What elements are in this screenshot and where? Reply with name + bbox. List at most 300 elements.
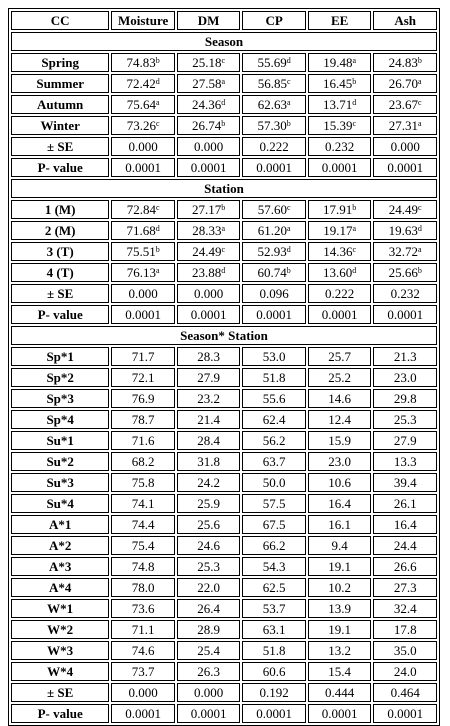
data-cell bbox=[373, 410, 437, 429]
cell-value: 16.1 bbox=[328, 516, 352, 532]
cell-value: 53.7 bbox=[262, 600, 286, 616]
cell-value: 0.222 bbox=[325, 285, 355, 301]
table-body bbox=[11, 32, 437, 723]
data-cell bbox=[177, 494, 241, 513]
data-cell bbox=[242, 95, 306, 114]
cell-value: 10.2 bbox=[328, 579, 352, 595]
data-cell bbox=[177, 389, 241, 408]
data-cell bbox=[111, 116, 175, 135]
cell-value: 73.7 bbox=[131, 663, 155, 679]
data-cell bbox=[111, 536, 175, 555]
cell-value: 13.9 bbox=[328, 600, 352, 616]
cell-value: 14.6 bbox=[328, 390, 352, 406]
significance-superscript: d bbox=[286, 244, 291, 254]
data-cell bbox=[308, 641, 372, 660]
table-row bbox=[11, 200, 437, 219]
data-cell bbox=[242, 347, 306, 366]
cell-value: 0.232 bbox=[325, 138, 355, 154]
data-cell bbox=[373, 263, 437, 282]
cell-value: 0.232 bbox=[390, 285, 420, 301]
col-header-dm: DM bbox=[177, 11, 241, 30]
section-header-row bbox=[11, 179, 437, 198]
significance-superscript: a bbox=[418, 244, 422, 254]
table-row bbox=[11, 473, 437, 492]
significance-superscript: b bbox=[417, 265, 422, 275]
data-cell bbox=[111, 53, 175, 72]
data-cell bbox=[111, 242, 175, 261]
data-cell bbox=[242, 368, 306, 387]
data-cell bbox=[242, 305, 306, 324]
cell-value: 19.1 bbox=[328, 558, 352, 574]
row-label: 1 (M) bbox=[11, 200, 109, 219]
row-label: Sp*4 bbox=[11, 410, 109, 429]
significance-superscript: a bbox=[221, 223, 226, 233]
data-cell bbox=[111, 515, 175, 534]
cell-value: 25.9 bbox=[197, 495, 220, 511]
col-header-cc: CC bbox=[11, 11, 109, 30]
cell-value: 24.49 bbox=[192, 243, 222, 259]
row-label: A*3 bbox=[11, 557, 109, 576]
data-cell bbox=[373, 242, 437, 261]
data-cell bbox=[242, 452, 306, 471]
data-cell bbox=[242, 431, 306, 450]
row-label: Spring bbox=[11, 53, 109, 72]
data-cell bbox=[111, 641, 175, 660]
cell-value: 75.51 bbox=[126, 243, 156, 259]
cell-value: 75.8 bbox=[131, 474, 155, 490]
data-cell bbox=[373, 200, 437, 219]
row-label: ± SE bbox=[11, 284, 109, 303]
cell-value: 0.000 bbox=[390, 138, 420, 154]
cell-value: 28.9 bbox=[197, 621, 220, 637]
data-cell bbox=[111, 95, 175, 114]
composition-table bbox=[8, 8, 440, 726]
cell-value: 23.2 bbox=[197, 390, 220, 406]
section-title: Season bbox=[11, 32, 437, 51]
cell-value: 10.6 bbox=[328, 474, 352, 490]
cell-value: 74.6 bbox=[131, 642, 155, 658]
data-cell bbox=[242, 704, 306, 723]
cell-value: 60.74 bbox=[257, 264, 287, 280]
significance-superscript: c bbox=[155, 202, 160, 212]
row-label: Su*2 bbox=[11, 452, 109, 471]
table-row bbox=[11, 116, 437, 135]
cell-value: 0.444 bbox=[325, 684, 355, 700]
data-cell bbox=[373, 473, 437, 492]
data-cell bbox=[308, 263, 372, 282]
data-cell bbox=[242, 494, 306, 513]
data-cell bbox=[111, 599, 175, 618]
table-row bbox=[11, 536, 437, 555]
data-cell bbox=[308, 284, 372, 303]
cell-value: 17.91 bbox=[323, 201, 353, 217]
data-cell bbox=[111, 221, 175, 240]
data-cell bbox=[242, 620, 306, 639]
cell-value: 27.3 bbox=[393, 579, 417, 595]
cell-value: 61.20 bbox=[257, 222, 287, 238]
cell-value: 0.0001 bbox=[190, 306, 227, 322]
significance-superscript: d bbox=[155, 76, 160, 86]
significance-superscript: b bbox=[352, 202, 357, 212]
cell-value: 23.88 bbox=[192, 264, 222, 280]
table-row bbox=[11, 578, 437, 597]
row-label: Autumn bbox=[11, 95, 109, 114]
significance-superscript: d bbox=[352, 265, 357, 275]
data-cell bbox=[111, 137, 175, 156]
data-cell bbox=[177, 431, 241, 450]
cell-value: 26.70 bbox=[388, 75, 419, 91]
row-label: ± SE bbox=[11, 683, 109, 702]
significance-superscript: a bbox=[418, 118, 422, 128]
cell-value: 54.3 bbox=[262, 558, 286, 574]
data-cell bbox=[177, 53, 241, 72]
cell-value: 0.000 bbox=[194, 285, 224, 301]
cell-value: 17.8 bbox=[393, 621, 417, 637]
cell-value: 56.2 bbox=[262, 432, 286, 448]
significance-superscript: d bbox=[417, 223, 422, 233]
cell-value: 15.39 bbox=[323, 117, 353, 133]
data-cell bbox=[111, 263, 175, 282]
cell-value: 53.0 bbox=[262, 348, 286, 364]
data-cell bbox=[177, 683, 241, 702]
cell-value: 0.222 bbox=[259, 138, 289, 154]
significance-superscript: c bbox=[286, 76, 291, 86]
cell-value: 25.4 bbox=[197, 642, 220, 658]
table-row bbox=[11, 95, 437, 114]
table-row bbox=[11, 74, 437, 93]
cell-value: 12.4 bbox=[328, 411, 352, 427]
cell-value: 13.71 bbox=[323, 96, 353, 112]
data-cell bbox=[177, 578, 241, 597]
cell-value: 25.66 bbox=[388, 264, 418, 280]
data-cell bbox=[308, 578, 372, 597]
data-cell bbox=[308, 53, 372, 72]
significance-superscript: a bbox=[352, 223, 357, 233]
cell-value: 28.3 bbox=[197, 348, 220, 364]
cell-value: 74.8 bbox=[131, 558, 155, 574]
cell-value: 57.60 bbox=[257, 201, 287, 217]
cell-value: 66.2 bbox=[262, 537, 286, 553]
table-row bbox=[11, 221, 437, 240]
cell-value: 0.0001 bbox=[125, 705, 161, 721]
cell-value: 39.4 bbox=[393, 474, 417, 490]
cell-value: 22.0 bbox=[197, 579, 220, 595]
row-label: 4 (T) bbox=[11, 263, 109, 282]
col-header-ee: EE bbox=[308, 11, 372, 30]
cell-value: 0.000 bbox=[128, 285, 158, 301]
data-cell bbox=[242, 557, 306, 576]
table-row bbox=[11, 137, 437, 156]
cell-value: 55.6 bbox=[262, 390, 286, 406]
row-label: Sp*2 bbox=[11, 368, 109, 387]
data-cell bbox=[177, 242, 241, 261]
row-label: Sp*1 bbox=[11, 347, 109, 366]
cell-value: 72.1 bbox=[131, 369, 155, 385]
cell-value: 16.45 bbox=[323, 75, 353, 91]
data-cell bbox=[373, 389, 437, 408]
data-cell bbox=[308, 599, 372, 618]
data-cell bbox=[242, 53, 306, 72]
data-cell bbox=[308, 116, 372, 135]
table-row bbox=[11, 620, 437, 639]
data-cell bbox=[308, 389, 372, 408]
significance-superscript: b bbox=[221, 202, 226, 212]
cell-value: 9.4 bbox=[331, 537, 348, 553]
cell-value: 62.4 bbox=[262, 411, 286, 427]
data-cell bbox=[373, 536, 437, 555]
cell-value: 24.36 bbox=[192, 96, 222, 112]
significance-superscript: a bbox=[286, 97, 291, 107]
cell-value: 57.5 bbox=[262, 495, 286, 511]
cell-value: 27.17 bbox=[192, 201, 222, 217]
significance-superscript: c bbox=[221, 55, 226, 65]
cell-value: 71.6 bbox=[131, 432, 155, 448]
data-cell bbox=[373, 662, 437, 681]
table-row bbox=[11, 284, 437, 303]
cell-value: 71.68 bbox=[126, 222, 156, 238]
data-cell bbox=[177, 704, 241, 723]
composition-table-container bbox=[8, 8, 440, 726]
cell-value: 27.31 bbox=[388, 117, 419, 133]
significance-superscript: c bbox=[155, 118, 160, 128]
row-label: Su*4 bbox=[11, 494, 109, 513]
cell-value: 71.7 bbox=[131, 348, 155, 364]
data-cell bbox=[242, 578, 306, 597]
section-header-row bbox=[11, 326, 437, 345]
data-cell bbox=[308, 137, 372, 156]
cell-value: 15.9 bbox=[328, 432, 352, 448]
data-cell bbox=[373, 284, 437, 303]
cell-value: 0.0001 bbox=[256, 306, 293, 322]
data-cell bbox=[242, 200, 306, 219]
table-row bbox=[11, 242, 437, 261]
cell-value: 51.8 bbox=[262, 642, 286, 658]
data-cell bbox=[177, 347, 241, 366]
data-cell bbox=[177, 599, 241, 618]
significance-superscript: c bbox=[221, 244, 226, 254]
data-cell bbox=[177, 515, 241, 534]
row-label: Sp*3 bbox=[11, 389, 109, 408]
data-cell bbox=[111, 557, 175, 576]
data-cell bbox=[177, 95, 241, 114]
data-cell bbox=[373, 494, 437, 513]
row-label: A*4 bbox=[11, 578, 109, 597]
data-cell bbox=[308, 305, 372, 324]
table-row bbox=[11, 305, 437, 324]
row-label: P- value bbox=[11, 305, 109, 324]
row-label: W*3 bbox=[11, 641, 109, 660]
table-row bbox=[11, 368, 437, 387]
cell-value: 0.000 bbox=[194, 138, 224, 154]
data-cell bbox=[308, 347, 372, 366]
data-cell bbox=[373, 95, 437, 114]
cell-value: 74.83 bbox=[126, 54, 156, 70]
data-cell bbox=[373, 431, 437, 450]
cell-value: 62.5 bbox=[262, 579, 286, 595]
col-header-ash: Ash bbox=[373, 11, 437, 30]
cell-value: 24.49 bbox=[388, 201, 419, 217]
data-cell bbox=[177, 200, 241, 219]
cell-value: 75.4 bbox=[131, 537, 155, 553]
cell-value: 63.1 bbox=[262, 621, 286, 637]
data-cell bbox=[373, 704, 437, 723]
data-cell bbox=[242, 641, 306, 660]
cell-value: 0.096 bbox=[259, 285, 289, 301]
data-cell bbox=[242, 536, 306, 555]
data-cell bbox=[111, 284, 175, 303]
cell-value: 19.17 bbox=[323, 222, 353, 238]
cell-value: 0.000 bbox=[128, 684, 158, 700]
row-label: ± SE bbox=[11, 137, 109, 156]
row-label: Su*1 bbox=[11, 431, 109, 450]
cell-value: 27.58 bbox=[192, 75, 222, 91]
cell-value: 21.3 bbox=[393, 348, 417, 364]
row-label: Summer bbox=[11, 74, 109, 93]
col-header-moisture: Moisture bbox=[111, 11, 175, 30]
significance-superscript: a bbox=[155, 97, 160, 107]
data-cell bbox=[308, 620, 372, 639]
data-cell bbox=[111, 662, 175, 681]
data-cell bbox=[242, 242, 306, 261]
significance-superscript: d bbox=[155, 223, 160, 233]
significance-superscript: b bbox=[352, 76, 357, 86]
cell-value: 0.0001 bbox=[190, 705, 227, 721]
table-row bbox=[11, 515, 437, 534]
data-cell bbox=[242, 74, 306, 93]
significance-superscript: c bbox=[286, 202, 291, 212]
table-row bbox=[11, 599, 437, 618]
data-cell bbox=[308, 242, 372, 261]
cell-value: 35.0 bbox=[393, 642, 417, 658]
data-cell bbox=[111, 473, 175, 492]
table-row bbox=[11, 662, 437, 681]
data-cell bbox=[111, 305, 175, 324]
data-cell bbox=[177, 137, 241, 156]
data-cell bbox=[111, 389, 175, 408]
cell-value: 28.4 bbox=[197, 432, 220, 448]
cell-value: 15.4 bbox=[328, 663, 352, 679]
cell-value: 51.8 bbox=[262, 369, 286, 385]
data-cell bbox=[111, 347, 175, 366]
cell-value: 62.63 bbox=[257, 96, 287, 112]
row-label: 2 (M) bbox=[11, 221, 109, 240]
data-cell bbox=[308, 74, 372, 93]
cell-value: 24.0 bbox=[393, 663, 417, 679]
data-cell bbox=[308, 494, 372, 513]
data-cell bbox=[308, 515, 372, 534]
data-cell bbox=[177, 263, 241, 282]
table-row bbox=[11, 641, 437, 660]
data-cell bbox=[308, 662, 372, 681]
cell-value: 63.7 bbox=[262, 453, 286, 469]
significance-superscript: a bbox=[352, 55, 357, 65]
cell-value: 0.000 bbox=[128, 138, 158, 154]
data-cell bbox=[177, 158, 241, 177]
data-cell bbox=[373, 347, 437, 366]
table-row bbox=[11, 158, 437, 177]
row-label: A*1 bbox=[11, 515, 109, 534]
significance-superscript: b bbox=[155, 244, 160, 254]
cell-value: 74.1 bbox=[131, 495, 155, 511]
cell-value: 32.4 bbox=[393, 600, 417, 616]
data-cell bbox=[308, 704, 372, 723]
data-cell bbox=[111, 158, 175, 177]
data-cell bbox=[373, 116, 437, 135]
cell-value: 26.74 bbox=[192, 117, 222, 133]
data-cell bbox=[373, 578, 437, 597]
cell-value: 19.48 bbox=[323, 54, 353, 70]
cell-value: 0.0001 bbox=[125, 159, 161, 175]
data-cell bbox=[373, 53, 437, 72]
cell-value: 0.0001 bbox=[387, 306, 424, 322]
significance-superscript: b bbox=[286, 265, 291, 275]
significance-superscript: a bbox=[221, 76, 226, 86]
row-label: P- value bbox=[11, 158, 109, 177]
section-title: Season* Station bbox=[11, 326, 437, 345]
data-cell bbox=[308, 683, 372, 702]
data-cell bbox=[308, 158, 372, 177]
cell-value: 78.7 bbox=[131, 411, 155, 427]
cell-value: 0.0001 bbox=[387, 705, 424, 721]
significance-superscript: b bbox=[286, 118, 291, 128]
table-row bbox=[11, 389, 437, 408]
section-header-row bbox=[11, 32, 437, 51]
cell-value: 72.42 bbox=[126, 75, 156, 91]
significance-superscript: d bbox=[286, 55, 291, 65]
data-cell bbox=[177, 452, 241, 471]
row-label: P- value bbox=[11, 704, 109, 723]
significance-superscript: a bbox=[155, 265, 160, 275]
table-row bbox=[11, 683, 437, 702]
significance-superscript: c bbox=[418, 202, 422, 212]
cell-value: 0.464 bbox=[390, 684, 420, 700]
cell-value: 75.64 bbox=[126, 96, 156, 112]
cell-value: 78.0 bbox=[131, 579, 155, 595]
data-cell bbox=[242, 158, 306, 177]
cell-value: 25.3 bbox=[393, 411, 417, 427]
cell-value: 24.4 bbox=[393, 537, 417, 553]
significance-superscript: b bbox=[417, 55, 422, 65]
data-cell bbox=[177, 536, 241, 555]
cell-value: 73.26 bbox=[126, 117, 156, 133]
table-row bbox=[11, 410, 437, 429]
data-cell bbox=[373, 557, 437, 576]
row-label: 3 (T) bbox=[11, 242, 109, 261]
data-cell bbox=[242, 662, 306, 681]
cell-value: 56.85 bbox=[257, 75, 287, 91]
data-cell bbox=[308, 452, 372, 471]
data-cell bbox=[308, 221, 372, 240]
table-row bbox=[11, 557, 437, 576]
cell-value: 13.3 bbox=[393, 453, 417, 469]
data-cell bbox=[111, 452, 175, 471]
cell-value: 23.0 bbox=[328, 453, 352, 469]
data-cell bbox=[111, 620, 175, 639]
row-label: Su*3 bbox=[11, 473, 109, 492]
data-cell bbox=[177, 284, 241, 303]
data-cell bbox=[373, 452, 437, 471]
cell-value: 14.36 bbox=[323, 243, 353, 259]
row-label: W*1 bbox=[11, 599, 109, 618]
cell-value: 73.6 bbox=[131, 600, 155, 616]
data-cell bbox=[177, 116, 241, 135]
data-cell bbox=[373, 74, 437, 93]
data-cell bbox=[242, 263, 306, 282]
data-cell bbox=[373, 368, 437, 387]
cell-value: 24.6 bbox=[197, 537, 220, 553]
significance-superscript: a bbox=[418, 76, 422, 86]
data-cell bbox=[111, 410, 175, 429]
